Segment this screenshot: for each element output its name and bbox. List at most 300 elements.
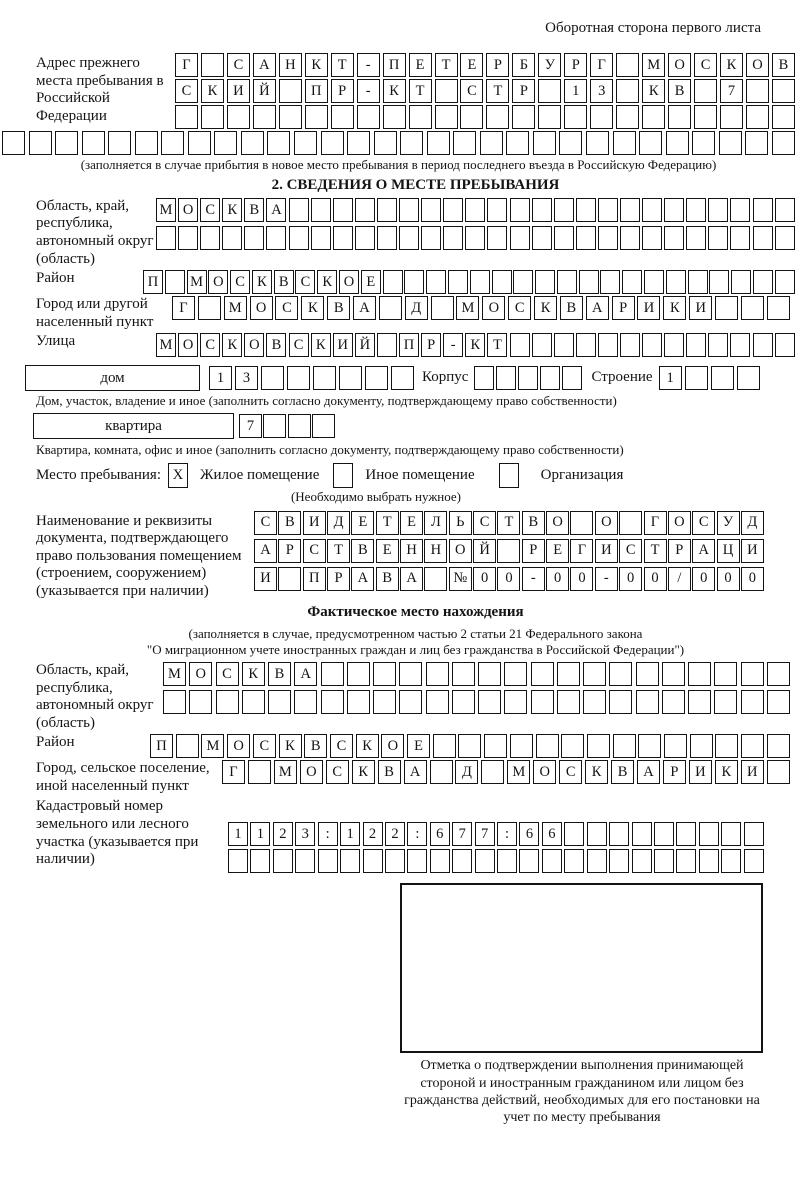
char-box — [587, 734, 610, 758]
char-box — [506, 131, 529, 155]
field-actual-city — [36, 760, 795, 795]
char-box: В — [772, 53, 795, 77]
char-box — [55, 131, 78, 155]
char-box — [311, 226, 331, 250]
char-box — [448, 270, 468, 294]
char-box — [201, 105, 224, 129]
char-box — [175, 105, 198, 129]
char-box — [741, 662, 764, 686]
char-box: Р — [663, 760, 686, 784]
char-box: - — [443, 333, 463, 357]
korpus-label: Корпус — [422, 369, 469, 386]
page-side-note: Оборотная сторона первого листа — [545, 20, 761, 36]
char-box: И — [227, 79, 250, 103]
char-box: К — [356, 734, 379, 758]
char-box — [642, 226, 662, 250]
char-box — [241, 131, 264, 155]
char-box: С — [692, 511, 715, 535]
char-box: С — [275, 296, 298, 320]
char-box: Ь — [449, 511, 472, 535]
char-box: / — [668, 567, 691, 591]
char-box: С — [254, 511, 277, 535]
char-box — [636, 662, 659, 686]
char-box: С — [200, 198, 220, 222]
char-box — [686, 226, 706, 250]
char-box — [753, 226, 773, 250]
char-box: 0 — [717, 567, 740, 591]
char-box — [576, 198, 596, 222]
char-box — [564, 849, 584, 873]
char-box: М — [224, 296, 247, 320]
char-box — [161, 131, 184, 155]
char-box — [347, 662, 370, 686]
char-box — [407, 849, 427, 873]
apartment-note: Квартира, комната, офис и иное (заполнить согласно документу, подтверждающему право собственности) — [36, 442, 624, 457]
char-box — [510, 333, 530, 357]
char-box — [720, 105, 743, 129]
char-box: Г — [644, 511, 667, 535]
char-box — [261, 366, 284, 390]
char-box — [620, 333, 640, 357]
char-box: 0 — [644, 567, 667, 591]
char-box: О — [178, 333, 198, 357]
char-box: О — [381, 734, 404, 758]
char-box: А — [254, 539, 277, 563]
char-box — [379, 296, 402, 320]
field-actual-district — [36, 734, 795, 758]
char-box — [694, 79, 717, 103]
char-box: В — [378, 760, 401, 784]
char-box — [253, 105, 276, 129]
char-box — [295, 849, 315, 873]
char-box — [664, 734, 687, 758]
char-box — [554, 198, 574, 222]
char-box: С — [230, 270, 250, 294]
char-box: А — [294, 662, 317, 686]
prev-address-note: (заполняется в случае прибытия в новое место пребывания в период последнего въезда в Российскую Федерацию) — [80, 157, 717, 172]
char-box — [644, 270, 664, 294]
char-box: Н — [400, 539, 423, 563]
char-box — [753, 198, 773, 222]
char-box: 1 — [250, 822, 270, 846]
char-box — [721, 849, 741, 873]
char-box: В — [668, 79, 691, 103]
char-box: П — [303, 567, 326, 591]
char-row-document-2 — [254, 539, 764, 563]
char-box: С — [330, 734, 353, 758]
char-box — [443, 198, 463, 222]
char-box — [609, 662, 632, 686]
char-box: К — [222, 333, 242, 357]
char-box — [347, 690, 370, 714]
field-cadastral — [36, 798, 795, 873]
char-box: А — [404, 760, 427, 784]
char-box: Т — [376, 511, 399, 535]
char-box: 2 — [385, 822, 405, 846]
char-box — [587, 849, 607, 873]
char-box — [686, 333, 706, 357]
char-box — [775, 226, 795, 250]
char-row-actual-region-2 — [163, 690, 790, 714]
char-row-prev-address-4 — [2, 131, 795, 155]
char-box — [737, 366, 760, 390]
char-box — [775, 333, 795, 357]
char-box: О — [595, 511, 618, 535]
char-box — [385, 849, 405, 873]
char-box: : — [407, 822, 427, 846]
char-box: К — [642, 79, 665, 103]
char-box: Р — [327, 567, 350, 591]
char-box — [772, 105, 795, 129]
char-row-prev-address-2 — [175, 79, 795, 103]
char-box — [664, 198, 684, 222]
char-box — [504, 662, 527, 686]
option-other-premises-label: Иное помещение — [365, 466, 475, 483]
char-box: М — [201, 734, 224, 758]
char-box: К — [201, 79, 224, 103]
char-box — [753, 333, 773, 357]
char-box: К — [465, 333, 485, 357]
char-box: Д — [405, 296, 428, 320]
char-box: О — [746, 53, 769, 77]
char-box: Е — [361, 270, 381, 294]
char-box — [156, 226, 176, 250]
char-box — [562, 366, 582, 390]
char-box: : — [497, 822, 517, 846]
char-box — [559, 131, 582, 155]
char-box — [294, 690, 317, 714]
char-box: М — [456, 296, 479, 320]
char-box — [333, 198, 353, 222]
char-box: С — [460, 79, 483, 103]
char-box: П — [305, 79, 328, 103]
char-box — [639, 131, 662, 155]
char-box: Р — [421, 333, 441, 357]
char-box — [668, 105, 691, 129]
char-box — [318, 849, 338, 873]
char-box — [421, 226, 441, 250]
char-box: Т — [487, 333, 507, 357]
field-document — [36, 511, 795, 601]
prev-address-cell-rows — [175, 53, 795, 129]
char-box: Р — [668, 539, 691, 563]
char-box — [715, 734, 738, 758]
char-box — [620, 226, 640, 250]
char-box — [662, 690, 685, 714]
char-box — [699, 822, 719, 846]
char-box: 1 — [228, 822, 248, 846]
char-box — [374, 131, 397, 155]
document-label: Наименование и реквизиты документа, подтверждающего право пользования помещением (строением, сооружением) (указывается при наличии) — [36, 512, 242, 599]
char-box — [399, 226, 419, 250]
char-box: О — [300, 760, 323, 784]
char-box — [557, 270, 577, 294]
region-label: Область, край, республика, автономный округ (область) — [36, 197, 154, 267]
char-box: П — [399, 333, 419, 357]
char-box — [288, 414, 311, 438]
char-box — [719, 131, 742, 155]
char-box: К — [222, 198, 242, 222]
char-box — [484, 734, 507, 758]
char-box — [598, 198, 618, 222]
char-box — [676, 822, 696, 846]
actual-region-label: Область, край, республика, автономный округ (область) — [36, 662, 154, 731]
char-box: Т — [409, 79, 432, 103]
char-box: К — [534, 296, 557, 320]
char-box — [662, 662, 685, 686]
char-box: Р — [278, 539, 301, 563]
char-row-actual-district — [150, 734, 790, 758]
char-box — [427, 131, 450, 155]
char-box — [426, 270, 446, 294]
char-box — [430, 760, 453, 784]
char-box: С — [619, 539, 642, 563]
char-box — [250, 849, 270, 873]
char-box — [452, 849, 472, 873]
char-box: Т — [435, 53, 458, 77]
checkbox-dwelling: X — [168, 463, 188, 488]
char-box: О — [668, 53, 691, 77]
char-box: И — [254, 567, 277, 591]
char-box: 3 — [590, 79, 613, 103]
char-box — [583, 690, 606, 714]
char-box: О — [244, 333, 264, 357]
char-box: 3 — [295, 822, 315, 846]
char-box: Е — [546, 539, 569, 563]
char-box — [465, 198, 485, 222]
field-prev-address — [36, 53, 795, 129]
char-box: Д — [327, 511, 350, 535]
house-box-label: дом — [25, 365, 200, 391]
char-box — [263, 414, 286, 438]
char-box: В — [327, 296, 350, 320]
option-organization-label: Организация — [540, 466, 624, 483]
char-box: Н — [424, 539, 447, 563]
char-box: Г — [172, 296, 195, 320]
char-box: С — [175, 79, 198, 103]
char-box — [632, 849, 652, 873]
char-box — [741, 296, 764, 320]
char-box: - — [595, 567, 618, 591]
char-box — [453, 131, 476, 155]
char-box — [321, 690, 344, 714]
char-box: О — [546, 511, 569, 535]
char-box: О — [339, 270, 359, 294]
char-box: С — [216, 662, 239, 686]
char-box: 7 — [475, 822, 495, 846]
char-box — [478, 690, 501, 714]
char-box — [609, 690, 632, 714]
char-box — [532, 226, 552, 250]
char-box: 0 — [619, 567, 642, 591]
char-box — [767, 296, 790, 320]
char-box — [622, 270, 642, 294]
apartment-box-label: квартира — [33, 413, 234, 439]
char-box — [714, 662, 737, 686]
char-box — [741, 734, 764, 758]
char-box — [741, 690, 764, 714]
char-box: М — [507, 760, 530, 784]
char-box — [443, 226, 463, 250]
char-box: М — [274, 760, 297, 784]
char-box — [587, 822, 607, 846]
char-box — [518, 366, 538, 390]
char-box — [510, 198, 530, 222]
char-box — [688, 690, 711, 714]
char-box — [775, 198, 795, 222]
stay-type-note: (Необходимо выбрать нужное) — [290, 488, 462, 504]
char-box — [289, 198, 309, 222]
char-box — [538, 79, 561, 103]
char-box: В — [522, 511, 545, 535]
char-box: С — [253, 734, 276, 758]
char-row-apartment — [239, 414, 335, 438]
char-box — [421, 198, 441, 222]
char-box — [266, 226, 286, 250]
char-box — [431, 296, 454, 320]
char-box — [424, 567, 447, 591]
char-box — [365, 366, 388, 390]
char-box: И — [333, 333, 353, 357]
char-box: Е — [351, 511, 374, 535]
char-box — [600, 270, 620, 294]
char-box — [540, 366, 560, 390]
char-box — [377, 333, 397, 357]
char-box: П — [383, 53, 406, 77]
char-box — [745, 131, 768, 155]
char-box: Р — [564, 53, 587, 77]
char-box — [609, 822, 629, 846]
char-box — [242, 690, 265, 714]
char-box — [772, 131, 795, 155]
char-box — [676, 849, 696, 873]
char-box — [685, 366, 708, 390]
char-box: И — [689, 296, 712, 320]
actual-city-label: Город, сельское поселение, иной населенный пункт — [36, 760, 210, 794]
document-cell-rows — [254, 511, 764, 591]
field-city — [36, 296, 795, 331]
char-box — [510, 226, 530, 250]
char-box: Е — [460, 53, 483, 77]
char-box — [244, 226, 264, 250]
char-box: О — [533, 760, 556, 784]
char-box: 1 — [340, 822, 360, 846]
char-row-document-1 — [254, 511, 764, 535]
char-box — [201, 53, 224, 77]
char-box: С — [508, 296, 531, 320]
char-box — [355, 198, 375, 222]
char-box: К — [311, 333, 331, 357]
char-box: С — [295, 270, 315, 294]
char-box — [222, 226, 242, 250]
char-box — [426, 690, 449, 714]
char-box — [426, 662, 449, 686]
char-box — [708, 198, 728, 222]
char-box: 1 — [209, 366, 232, 390]
char-box — [496, 366, 516, 390]
char-box — [188, 131, 211, 155]
char-box — [399, 198, 419, 222]
char-box — [478, 662, 501, 686]
char-box: 7 — [452, 822, 472, 846]
char-box — [616, 53, 639, 77]
prev-address-label: Адрес прежнего места пребывания в Российской Федерации — [36, 55, 164, 124]
char-box: 2 — [273, 822, 293, 846]
char-box — [289, 226, 309, 250]
char-box: Й — [355, 333, 375, 357]
char-box: Л — [424, 511, 447, 535]
checkbox-organization — [499, 463, 519, 488]
confirmation-stamp-box — [400, 883, 763, 1053]
char-box — [2, 131, 25, 155]
char-box — [430, 849, 450, 873]
char-box — [400, 131, 423, 155]
char-box: 6 — [542, 822, 562, 846]
char-box — [598, 226, 618, 250]
char-box: К — [252, 270, 272, 294]
char-box: Т — [497, 511, 520, 535]
char-box — [642, 333, 662, 357]
char-box: У — [717, 511, 740, 535]
char-box — [404, 270, 424, 294]
char-box — [321, 662, 344, 686]
char-box: Г — [175, 53, 198, 77]
char-box: И — [303, 511, 326, 535]
char-box — [744, 849, 764, 873]
char-box — [487, 198, 507, 222]
cadastral-label: Кадастровый номер земельного или лесного участка (указывается при наличии) — [36, 798, 199, 868]
char-box: Е — [400, 511, 423, 535]
char-box — [465, 226, 485, 250]
char-box: А — [266, 198, 286, 222]
char-box — [228, 849, 248, 873]
field-actual-region — [36, 662, 795, 732]
char-box: № — [449, 567, 472, 591]
stay-type-label: Место пребывания: — [36, 466, 161, 483]
char-box — [598, 333, 618, 357]
char-box — [613, 734, 636, 758]
char-box — [709, 270, 729, 294]
char-box — [294, 131, 317, 155]
char-box — [82, 131, 105, 155]
char-box: 0 — [473, 567, 496, 591]
char-box — [504, 690, 527, 714]
char-box — [363, 849, 383, 873]
char-box: С — [694, 53, 717, 77]
char-box — [557, 690, 580, 714]
field-stay-type — [36, 463, 795, 488]
char-row-korpus — [474, 366, 582, 390]
char-box: В — [266, 333, 286, 357]
char-box: О — [178, 198, 198, 222]
char-box: А — [353, 296, 376, 320]
char-box — [268, 690, 291, 714]
char-box: К — [279, 734, 302, 758]
char-box: О — [449, 539, 472, 563]
char-box — [435, 79, 458, 103]
char-box: 0 — [570, 567, 593, 591]
char-box: О — [227, 734, 250, 758]
char-box — [216, 690, 239, 714]
char-box — [510, 734, 533, 758]
char-box: 6 — [430, 822, 450, 846]
char-box — [383, 105, 406, 129]
city-label: Город или другой населенный пункт — [36, 296, 154, 330]
char-box — [730, 333, 750, 357]
char-box: У — [538, 53, 561, 77]
char-box — [383, 270, 403, 294]
char-box: Б — [512, 53, 535, 77]
